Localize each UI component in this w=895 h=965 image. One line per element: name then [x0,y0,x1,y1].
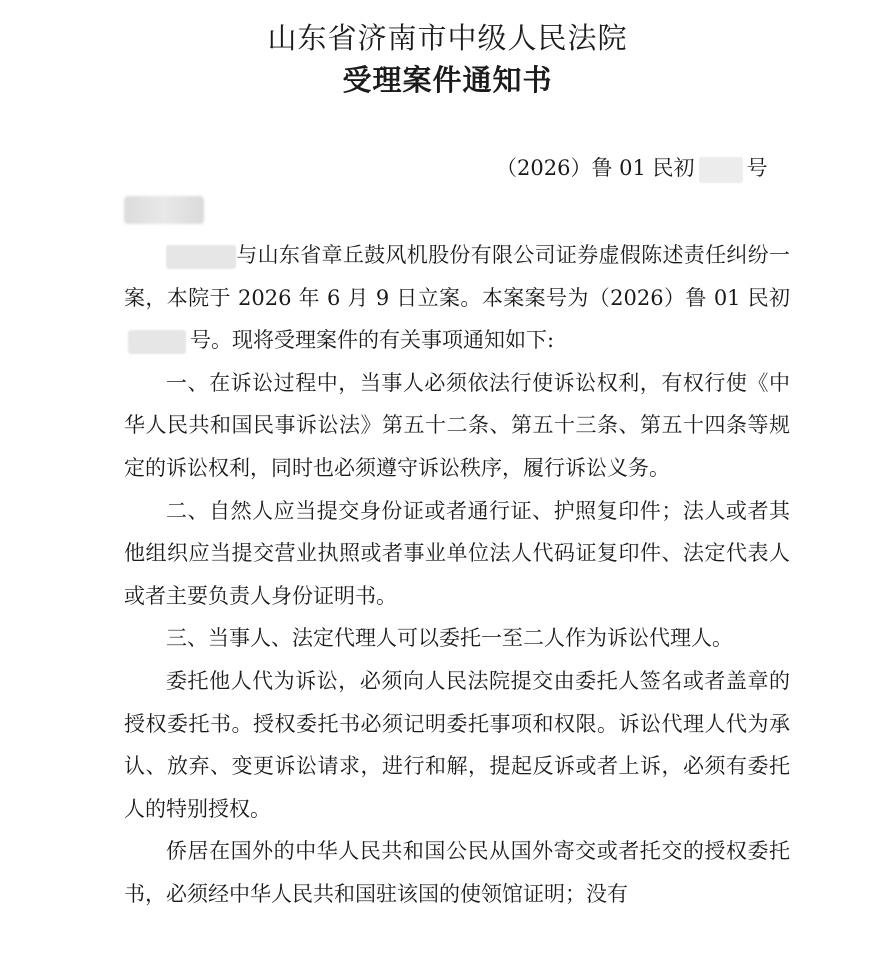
paragraph-item-2: 二、自然人应当提交身份证或者通行证、护照复印件；法人或者其他组织应当提交营业执照或者事业单位法人代码证复印件、法定代表人或者主要负责人身份证明书。 [124,498,790,608]
case-number-suffix: 号 [746,156,768,180]
court-name: 山东省济南市中级人民法院 [267,21,628,55]
intro-text-b: 号。现将受理案件的有关事项通知如下: [190,328,555,353]
redacted-case-number [699,157,743,183]
case-number [496,150,768,186]
paragraph-item-3-overseas: 侨居在国外的中华人民共和国公民从国外寄交或者托交的授权委托书，必须经中华人民共和国驻该国的使领馆证明；没有 [124,839,790,906]
redacted-case-number-inline [128,330,186,354]
case-number-prefix: （2026）鲁 01 民初 [496,156,695,180]
redacted-party-name [166,245,236,269]
paragraph-item-1: 一、在诉讼过程中，当事人必须依法行使诉讼权利，有权行使《中华人民共和国民事诉讼法》第五十二条、第五十三条、第五十四条等规定的诉讼权利，同时也必须遵守诉讼秩序，履行诉讼义务。 [124,370,790,480]
intro-text-a: 与山东省章丘鼓风机股份有限公司证券虚假陈述责任纠纷一案，本院于 2026 年 6 月 9 日立案。本案案号为（2026）鲁 01 民初 [124,243,790,310]
paragraph-item-3: 三、当事人、法定代理人可以委托一至二人作为诉讼代理人。 [166,626,733,651]
notice-body [124,234,790,916]
paragraph-intro [124,234,790,362]
document-title: 受理案件通知书 [342,63,553,97]
paragraph-item-3-detail: 委托他人代为诉讼，必须向人民法院提交由委托人签名或者盖章的授权委托书。授权委托书必须记明委托事项和权限。诉讼代理人代为承认、放弃、变更诉讼请求，进行和解，提起反诉或者上诉，必须有委托人的特别授权。 [124,668,790,821]
redacted-recipient-name [124,196,204,224]
